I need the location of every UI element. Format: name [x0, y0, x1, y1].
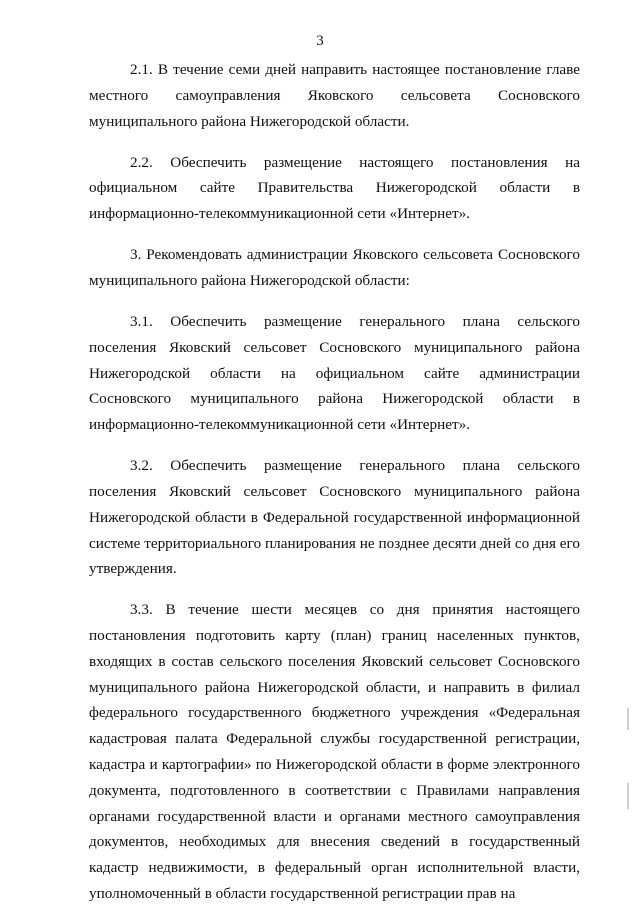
document-body: [89, 57, 580, 915]
paragraph-3-2: 3.2. Обеспечить размещение генерального плана сельского поселения Яковский сельсовет Сосновского муниципального района Нижегородской области в Федеральной государственной информационной системе территориального планирования не позднее десяти дней со дня его утверждения.: [89, 457, 580, 578]
paragraph-2-1: 2.1. В течение семи дней направить настоящее постановление главе местного самоуправления Яковского сельсовета Сосновского муниципального района Нижегородской области.: [89, 61, 580, 130]
paragraph-3: 3. Рекомендовать администрации Яковского сельсовета Сосновского муниципального района Нижегородской области:: [89, 246, 580, 289]
scan-margin-mark: [627, 708, 629, 730]
paragraph-3-3: 3.3. В течение шести месяцев со дня принятия настоящего постановления подготовить карту (план) границ населенных пунктов, входящих в состав сельского поселения Яковский сельсовет Сосновского муниципального района Нижегородской области, и направить в филиал федерального государственного бюджетного учреждения «Федеральная кадастровая палата Федеральной службы государственной регистрации, кадастра и картографии» по Нижегородской области в форме электронного документа, подготовленного в соответствии с Правилами направления органами государственной власти и органами местного самоуправления документов, необходимых для внесения сведений в государственный кадастр недвижимости, в федеральный орган исполнительной власти, уполномоченный в области государственной регистрации прав на: [89, 601, 580, 903]
scan-margin-mark: [627, 783, 629, 809]
paragraph-3-1: 3.1. Обеспечить размещение генерального плана сельского поселения Яковский сельсовет Сосновского муниципального района Нижегородской области на официальном сайте администрации Сосновского муниципального района Нижегородской области в информационно-телекоммуникационной сети «Интернет».: [89, 312, 580, 434]
page-number: 3: [316, 33, 324, 49]
paragraph-2-2: 2.2. Обеспечить размещение настоящего постановления на официальном сайте Правительства Нижегородской области в информационно-телекоммуникационной сети «Интернет».: [89, 153, 580, 223]
